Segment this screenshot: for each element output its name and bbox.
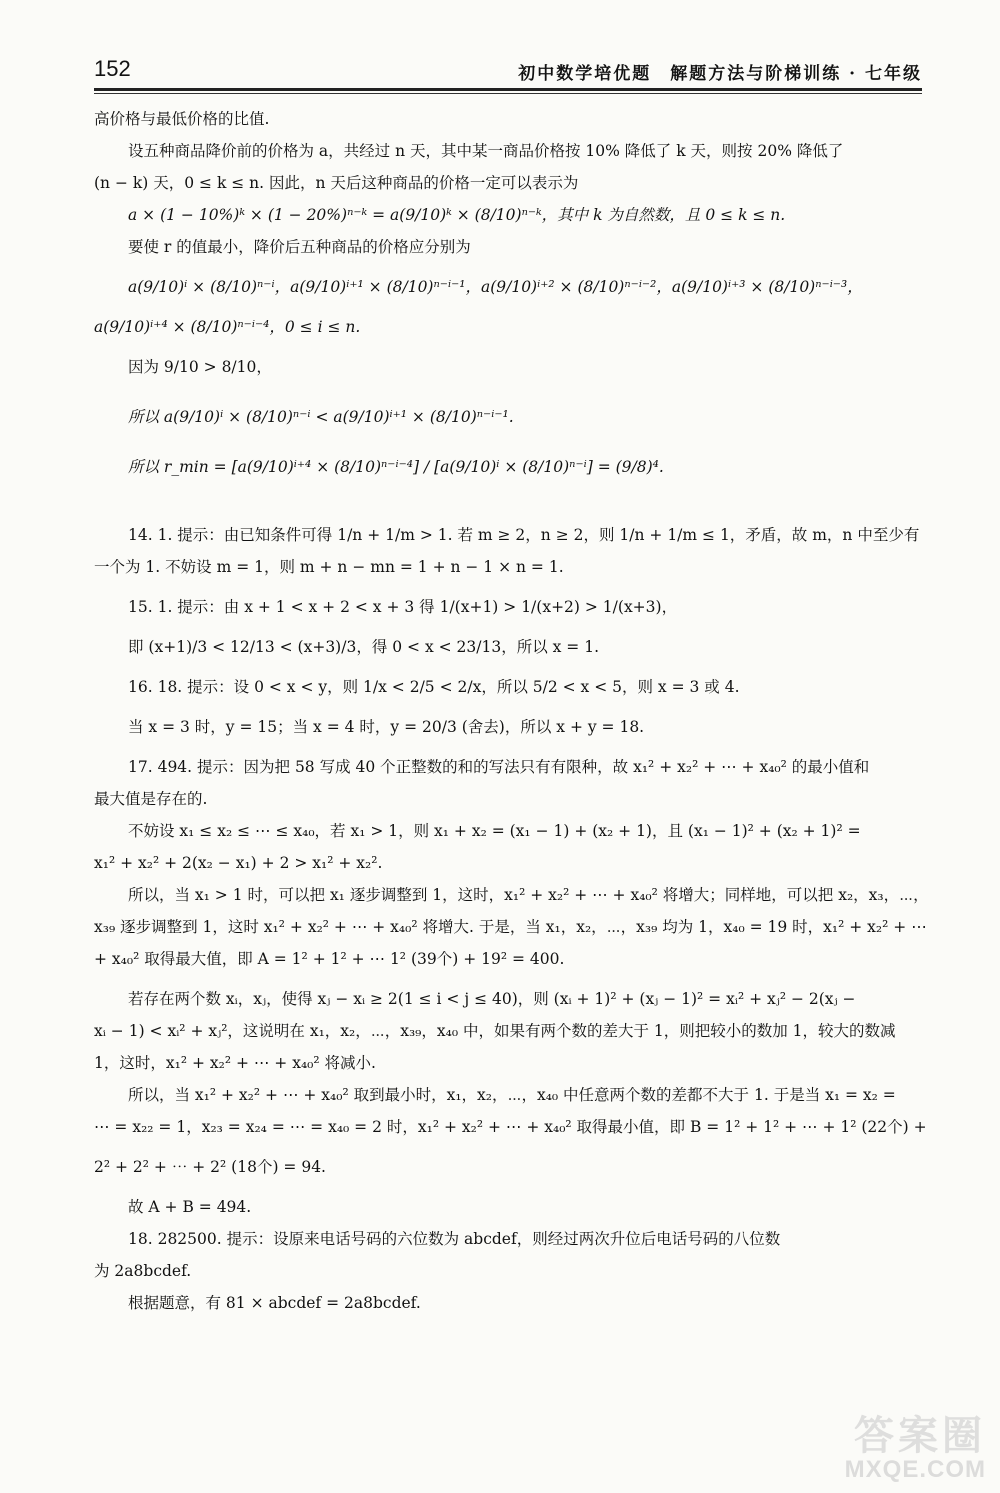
page-number: 152 <box>94 56 131 81</box>
text-line: 所以，当 x₁² + x₂² + ⋯ + x₄₀² 取到最小时，x₁，x₂，⋯，x₄₀ 中任意两个数的差都不大于 1. 于是当 x₁ = x₂ = <box>128 1086 896 1104</box>
text-line: 高价格与最低价格的比值. <box>94 110 270 128</box>
answer-14: 14. 1. 提示：由已知条件可得 1/n + 1/m > 1. 若 m ≥ 2，n ≥ 2，则 1/n + 1/m ≤ 1，矛盾，故 m，n 中至少有 <box>128 526 920 544</box>
formula-line: a(9/10)ⁱ × (8/10)ⁿ⁻ⁱ，a(9/10)ⁱ⁺¹ × (8/10)ⁿ⁻ⁱ⁻¹，a(9/10)ⁱ⁺² × (8/10)ⁿ⁻ⁱ⁻²，a(9/10)ⁱ⁺³ × (8/10)ⁿ⁻ⁱ⁻³， <box>128 278 863 296</box>
answer-17: 17. 494. 提示：因为把 58 写成 40 个正整数的和的写法只有有限种，故 x₁² + x₂² + ⋯ + x₄₀² 的最小值和 <box>128 758 870 776</box>
text-line: 即 (x+1)/3 < 12/13 < (x+3)/3，得 0 < x < 23/13，所以 x = 1. <box>128 638 599 656</box>
text-line: 一个为 1. 不妨设 m = 1，则 m + n − mn = 1 + n − 1 × n = 1. <box>94 558 564 576</box>
formula-line: 所以 a(9/10)ⁱ × (8/10)ⁿ⁻ⁱ < a(9/10)ⁱ⁺¹ × (8/10)ⁿ⁻ⁱ⁻¹. <box>128 408 514 426</box>
text-line: 2² + 2² + ⋯ + 2² (18个) = 94. <box>94 1158 326 1176</box>
text-line: 设五种商品降价前的价格为 a，共经过 n 天，其中某一商品价格按 10% 降低了 k 天，则按 20% 降低了 <box>128 142 844 160</box>
text-line: 因为 9/10 > 8/10， <box>128 358 272 376</box>
text-line: ⋯ = x₂₂ = 1，x₂₃ = x₂₄ = ⋯ = x₄₀ = 2 时，x₁² + x₂² + ⋯ + x₄₀² 取得最小值，即 B = 1² + 1² + ⋯ + 1² (22个) + <box>94 1118 927 1136</box>
text-line: 根据题意，有 81 × abcdef = 2a8bcdef. <box>128 1294 421 1312</box>
text-line: x₁² + x₂² + 2(x₂ − x₁) + 2 > x₁² + x₂². <box>94 854 383 872</box>
text-line: x₃₉ 逐步调整到 1，这时 x₁² + x₂² + ⋯ + x₄₀² 将增大. 于是，当 x₁，x₂，⋯，x₃₉ 均为 1，x₄₀ = 19 时，x₁² + x₂² + ⋯ <box>94 918 927 936</box>
text-line: 故 A + B = 494. <box>128 1198 252 1216</box>
text-line: 当 x = 3 时，y = 15；当 x = 4 时，y = 20/3 (舍去)，所以 x + y = 18. <box>128 718 645 736</box>
page-header <box>94 52 922 92</box>
header-rule <box>94 88 922 91</box>
watermark-url: MXQE.COM <box>844 1456 986 1483</box>
header-rule-thin <box>94 93 922 94</box>
formula-line: 所以 r_min = [a(9/10)ⁱ⁺⁴ × (8/10)ⁿ⁻ⁱ⁻⁴] / [a(9/10)ⁱ × (8/10)ⁿ⁻ⁱ] = (9/8)⁴. <box>128 458 664 476</box>
watermark-logo <box>796 1415 986 1485</box>
text-line: 1，这时，x₁² + x₂² + ⋯ + x₄₀² 将减小. <box>94 1054 376 1072</box>
answer-16: 16. 18. 提示：设 0 < x < y，则 1/x < 2/5 < 2/x，所以 5/2 < x < 5，则 x = 3 或 4. <box>128 678 740 696</box>
text-line: + x₄₀² 取得最大值，即 A = 1² + 1² + ⋯ 1² (39个) + 19² = 400. <box>94 950 565 968</box>
formula-line: a(9/10)ⁱ⁺⁴ × (8/10)ⁿ⁻ⁱ⁻⁴，0 ≤ i ≤ n. <box>94 318 361 336</box>
text-line: xᵢ − 1) < xᵢ² + xⱼ²，这说明在 x₁，x₂，⋯，x₃₉，x₄₀ 中，如果有两个数的差大于 1，则把较小的数加 1，较大的数减 <box>94 1022 896 1040</box>
answer-18: 18. 282500. 提示：设原来电话号码的六位数为 abcdef，则经过两次升位后电话号码的八位数 <box>128 1230 781 1248</box>
answer-15: 15. 1. 提示：由 x + 1 < x + 2 < x + 3 得 1/(x+1) > 1/(x+2) > 1/(x+3)， <box>128 598 678 616</box>
text-line: 要使 r 的值最小，降价后五种商品的价格应分别为 <box>128 238 471 256</box>
book-title: 初中数学培优题 解题方法与阶梯训练 · 七年级 <box>518 64 922 84</box>
text-line: 所以，当 x₁ > 1 时，可以把 x₁ 逐步调整到 1，这时，x₁² + x₂² + ⋯ + x₄₀² 将增大；同样地，可以把 x₂，x₃，⋯， <box>128 886 929 904</box>
text-line: 为 2a8bcdef. <box>94 1262 192 1280</box>
text-line: 若存在两个数 xᵢ，xⱼ，使得 xⱼ − xᵢ ≥ 2(1 ≤ i < j ≤ 40)，则 (xᵢ + 1)² + (xⱼ − 1)² = xᵢ² + xⱼ² − 2(xⱼ − <box>128 990 856 1008</box>
watermark-mark: 答案圈 <box>854 1414 986 1458</box>
text-line: 不妨设 x₁ ≤ x₂ ≤ ⋯ ≤ x₄₀，若 x₁ > 1，则 x₁ + x₂ = (x₁ − 1) + (x₂ + 1)，且 (x₁ − 1)² + (x₂ + 1)² = <box>128 822 861 840</box>
text-line: 最大值是存在的. <box>94 790 208 808</box>
text-line: (n − k) 天，0 ≤ k ≤ n. 因此，n 天后这种商品的价格一定可以表示为 <box>94 174 579 192</box>
page-body <box>94 108 929 1314</box>
formula-line: a × (1 − 10%)ᵏ × (1 − 20%)ⁿ⁻ᵏ = a(9/10)ᵏ × (8/10)ⁿ⁻ᵏ，其中 k 为自然数，且 0 ≤ k ≤ n. <box>128 206 786 224</box>
